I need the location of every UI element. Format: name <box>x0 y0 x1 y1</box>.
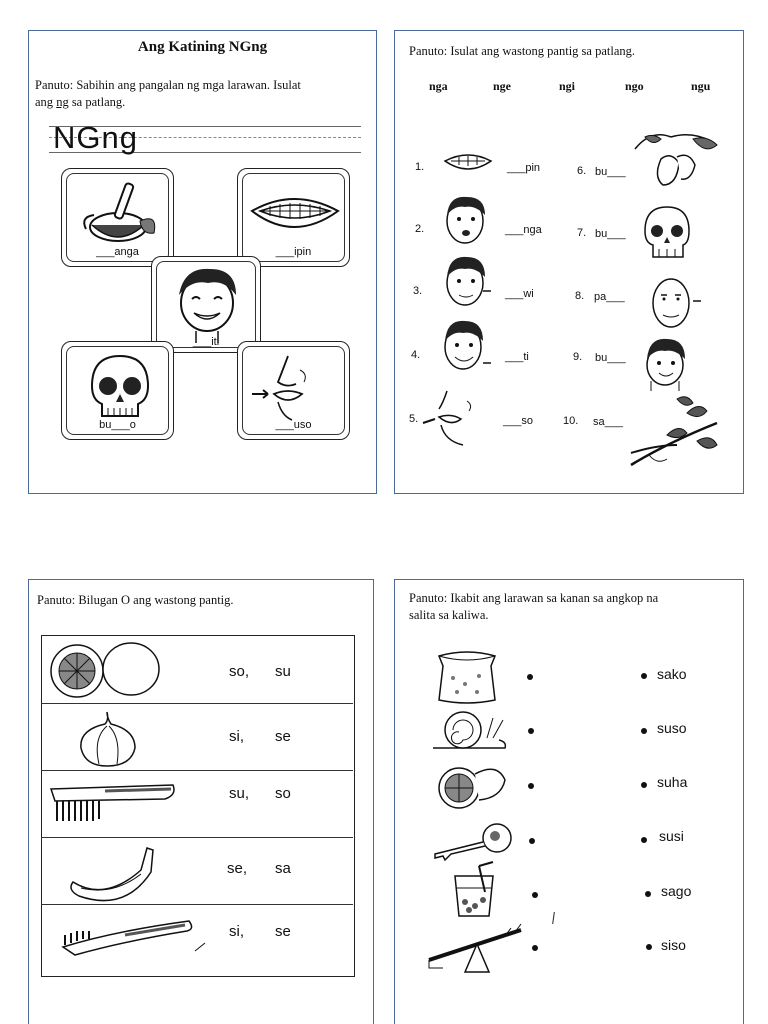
answer-row <box>41 771 353 838</box>
worksheet-title: Ang Katining NGng <box>137 39 268 55</box>
worksheet-panel-ng <box>28 30 377 494</box>
worksheet-panel-syllable-fill <box>394 30 744 494</box>
instruction-line-1: Panuto: Ikabit ang larawan sa kanan sa angkop na <box>409 591 659 605</box>
syllable-choice[interactable]: si, <box>229 923 244 940</box>
fill-blank[interactable]: ___ti <box>505 351 529 363</box>
fill-blank[interactable]: pa___ <box>594 291 625 303</box>
fill-blank[interactable]: sa___ <box>593 416 623 428</box>
match-dot-left[interactable] <box>532 945 538 951</box>
match-dot-left[interactable] <box>528 783 534 789</box>
instruction-text: Panuto: Bilugan O ang wastong pantig. <box>37 593 234 607</box>
match-dot-right[interactable] <box>641 728 647 734</box>
item-number: 1. <box>415 161 425 173</box>
boy-face-icon <box>439 251 493 311</box>
item-number: 4. <box>411 349 421 361</box>
branch-icon <box>627 393 723 473</box>
card-caption: ___anga <box>96 246 139 258</box>
syllable-option: nge <box>493 79 511 93</box>
instruction-line-1: Panuto: Sabihin ang pangalan ng mga larawan. Isulat <box>35 78 301 92</box>
fill-blank[interactable]: ___nga <box>505 224 542 236</box>
sack-icon <box>433 648 503 706</box>
syllable-choice[interactable]: su <box>275 663 291 680</box>
boy-face-icon <box>439 191 493 247</box>
syllable-choice[interactable]: so <box>275 785 291 802</box>
picture-card-ngipin <box>237 168 350 267</box>
answer-row <box>41 905 353 971</box>
item-number: 9. <box>573 351 583 363</box>
fill-blank[interactable]: ___wi <box>505 288 534 300</box>
match-dot-right[interactable] <box>641 837 647 843</box>
match-dot-left[interactable] <box>532 892 538 898</box>
answer-row <box>41 704 353 771</box>
syllable-choice[interactable]: se, <box>227 860 248 877</box>
match-word: sako <box>657 666 687 682</box>
match-word: suha <box>657 774 688 790</box>
match-word: sago <box>661 883 692 899</box>
pomelo-icon <box>47 639 167 701</box>
worksheet-panel-circle-syllable <box>28 579 374 1024</box>
match-word: susi <box>659 828 684 844</box>
seesaw-icon <box>425 924 525 974</box>
instruction-text <box>35 77 371 111</box>
item-number: 3. <box>413 285 423 297</box>
syllable-choice[interactable]: se <box>275 923 291 940</box>
boy-face-icon <box>437 315 493 375</box>
card-caption: ___iti <box>192 336 220 348</box>
drink-glass-icon <box>449 862 503 918</box>
fill-blank[interactable]: bu___ <box>595 352 626 364</box>
item-number: 2. <box>415 223 425 235</box>
toothbrush-icon <box>55 913 197 959</box>
instruction-text: Panuto: Isulat ang wastong pantig sa patlang. <box>409 44 636 58</box>
instruction-line-2-pre: ang <box>35 95 57 109</box>
worksheet-panel-matching <box>394 579 744 1024</box>
match-dot-right[interactable] <box>645 891 651 897</box>
answer-row <box>41 838 353 905</box>
onion-icon <box>73 708 143 768</box>
syllable-choice[interactable]: se <box>275 728 291 745</box>
mouth-chin-icon <box>423 387 487 449</box>
fill-blank[interactable]: ___so <box>503 415 533 427</box>
instruction-text <box>409 590 658 624</box>
snail-icon <box>427 708 511 754</box>
picture-card-bungo <box>61 341 174 440</box>
card-caption: ___uso <box>275 419 312 431</box>
match-dot-right[interactable] <box>646 944 652 950</box>
match-dot-right[interactable] <box>641 673 647 679</box>
match-dot-left[interactable] <box>527 674 533 680</box>
ng-letters: NGng <box>53 120 138 155</box>
item-number: 10. <box>563 415 579 427</box>
syllable-option: ngi <box>559 79 576 93</box>
match-dot-left[interactable] <box>529 838 535 844</box>
key-icon <box>429 822 517 862</box>
comb-icon <box>45 781 177 827</box>
answer-row <box>41 637 353 704</box>
item-number: 8. <box>575 290 585 302</box>
handwriting-guide <box>49 120 361 158</box>
match-dot-left[interactable] <box>528 728 534 734</box>
skull-icon <box>641 205 693 265</box>
fill-blank[interactable]: bu___ <box>595 166 626 178</box>
picture-card-nguso <box>237 341 350 440</box>
instruction-underlined: ng <box>56 95 69 109</box>
teeth-icon <box>441 147 495 177</box>
syllable-option: ngo <box>625 79 644 93</box>
card-caption: bu___o <box>99 419 136 431</box>
match-word: siso <box>661 937 686 953</box>
fill-blank[interactable]: ___pin <box>507 162 541 174</box>
boy-face-icon <box>637 335 697 393</box>
item-number: 5. <box>409 413 419 425</box>
item-number: 6. <box>577 165 587 177</box>
syllable-choice[interactable]: si, <box>229 728 244 745</box>
stray-mark <box>552 912 555 924</box>
picture-card-ngiti <box>151 256 261 353</box>
match-dot-right[interactable] <box>641 782 647 788</box>
face-cheek-icon <box>647 271 703 331</box>
pomelo-icon <box>435 760 509 812</box>
card-caption: ___ipin <box>275 246 312 258</box>
instruction-line-2: salita sa kaliwa. <box>409 608 489 622</box>
syllable-choice[interactable]: su, <box>229 785 250 802</box>
instruction-line-2-post: sa patlang. <box>68 95 126 109</box>
banana-icon <box>65 842 157 902</box>
fill-blank[interactable]: bu___ <box>595 228 626 240</box>
syllable-option: nga <box>429 79 448 93</box>
syllable-choice[interactable]: sa <box>275 860 291 877</box>
syllable-choice[interactable]: so, <box>229 663 250 680</box>
mango-icon <box>631 129 723 191</box>
item-number: 7. <box>577 227 587 239</box>
match-word: suso <box>657 720 687 736</box>
syllable-option: ngu <box>691 79 711 93</box>
picture-card-ngangka <box>61 168 174 267</box>
